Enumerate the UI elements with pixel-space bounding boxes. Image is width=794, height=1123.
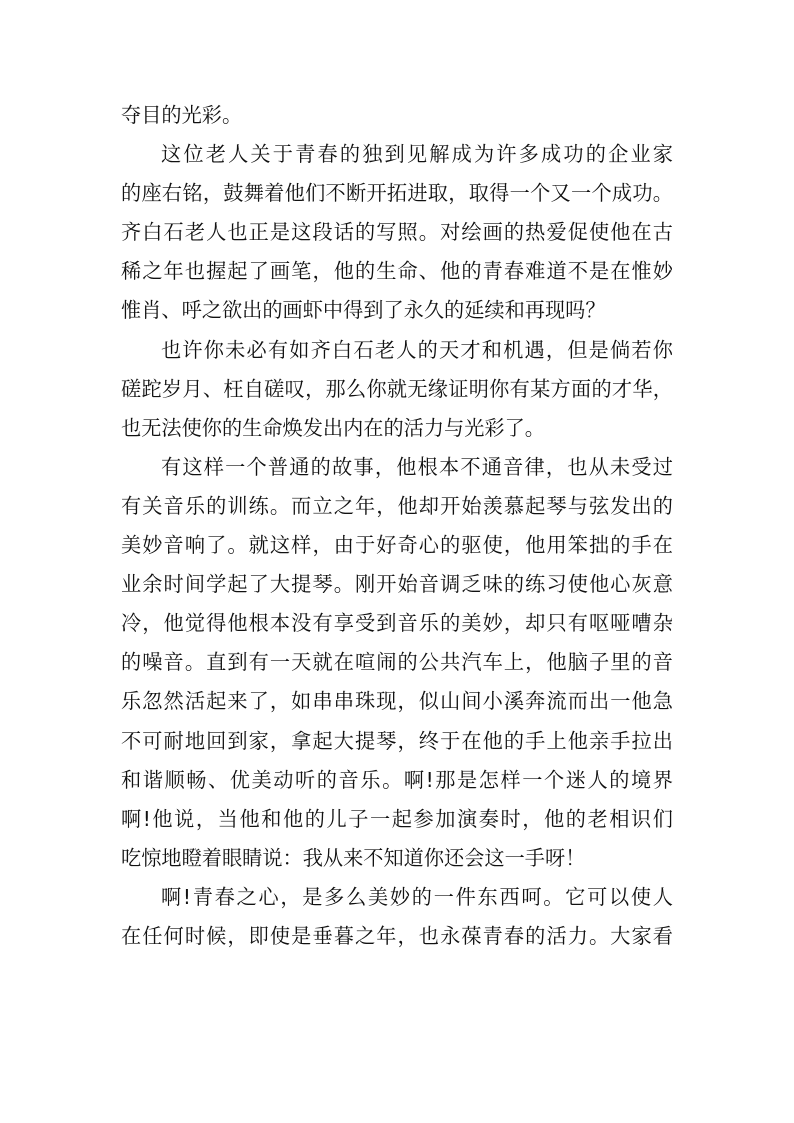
- text-line: 夺目的光彩。: [121, 103, 243, 127]
- text-line: 啊!他说，当他和他的儿子一起参加演奏时，他的老相识们: [121, 806, 673, 831]
- text-line: 有关音乐的训练。而立之年，他却开始羡慕起琴与弦发出的: [121, 493, 673, 518]
- text-line: 稀之年也握起了画笔，他的生命、他的青春难道不是在惟妙: [121, 259, 673, 284]
- text-line: 吃惊地瞪着眼睛说：我从来不知道你还会这一手呀！: [121, 845, 586, 870]
- text-line: 磋跎岁月、枉自磋叹，那么你就无缘证明你有某方面的才华，: [121, 376, 673, 401]
- text-line: 美妙音响了。就这样，由于好奇心的驱使，他用笨拙的手在: [121, 533, 673, 558]
- text-line: 啊!青春之心，是多么美妙的一件东西呵。它可以使人: [161, 884, 673, 909]
- text-line: 在任何时候，即使是垂暮之年，也永葆青春的活力。大家看: [121, 923, 673, 948]
- text-line: 也无法使你的生命焕发出内在的活力与光彩了。: [121, 415, 545, 440]
- text-line: 业余时间学起了大提琴。刚开始音调乏味的练习使他心灰意: [121, 572, 673, 597]
- text-line: 不可耐地回到家，拿起大提琴，终于在他的手上他亲手拉出: [121, 728, 673, 753]
- text-line: 也许你未必有如齐白石老人的天才和机遇，但是倘若你: [161, 337, 673, 362]
- document-page: [121, 96, 673, 956]
- text-line: 的噪音。直到有一天就在喧闹的公共汽车上，他脑子里的音: [121, 650, 673, 675]
- text-line: 冷，他觉得他根本没有享受到音乐的美妙，却只有呕哑嘈杂: [121, 611, 673, 636]
- text-line: 的座右铭，鼓舞着他们不断开拓进取，取得一个又一个成功。: [121, 181, 673, 206]
- text-line: 齐白石老人也正是这段话的写照。对绘画的热爱促使他在古: [121, 220, 673, 245]
- text-line: 惟肖、呼之欲出的画虾中得到了永久的延续和再现吗？: [121, 298, 606, 323]
- text-line: 这位老人关于青春的独到见解成为许多成功的企业家: [161, 142, 673, 167]
- text-line: 和谐顺畅、优美动听的音乐。啊!那是怎样一个迷人的境界: [121, 767, 673, 792]
- text-line: 有这样一个普通的故事，他根本不通音律，也从未受过: [161, 454, 673, 479]
- text-line: 乐忽然活起来了，如串串珠现，似山间小溪奔流而出一他急: [121, 689, 673, 714]
